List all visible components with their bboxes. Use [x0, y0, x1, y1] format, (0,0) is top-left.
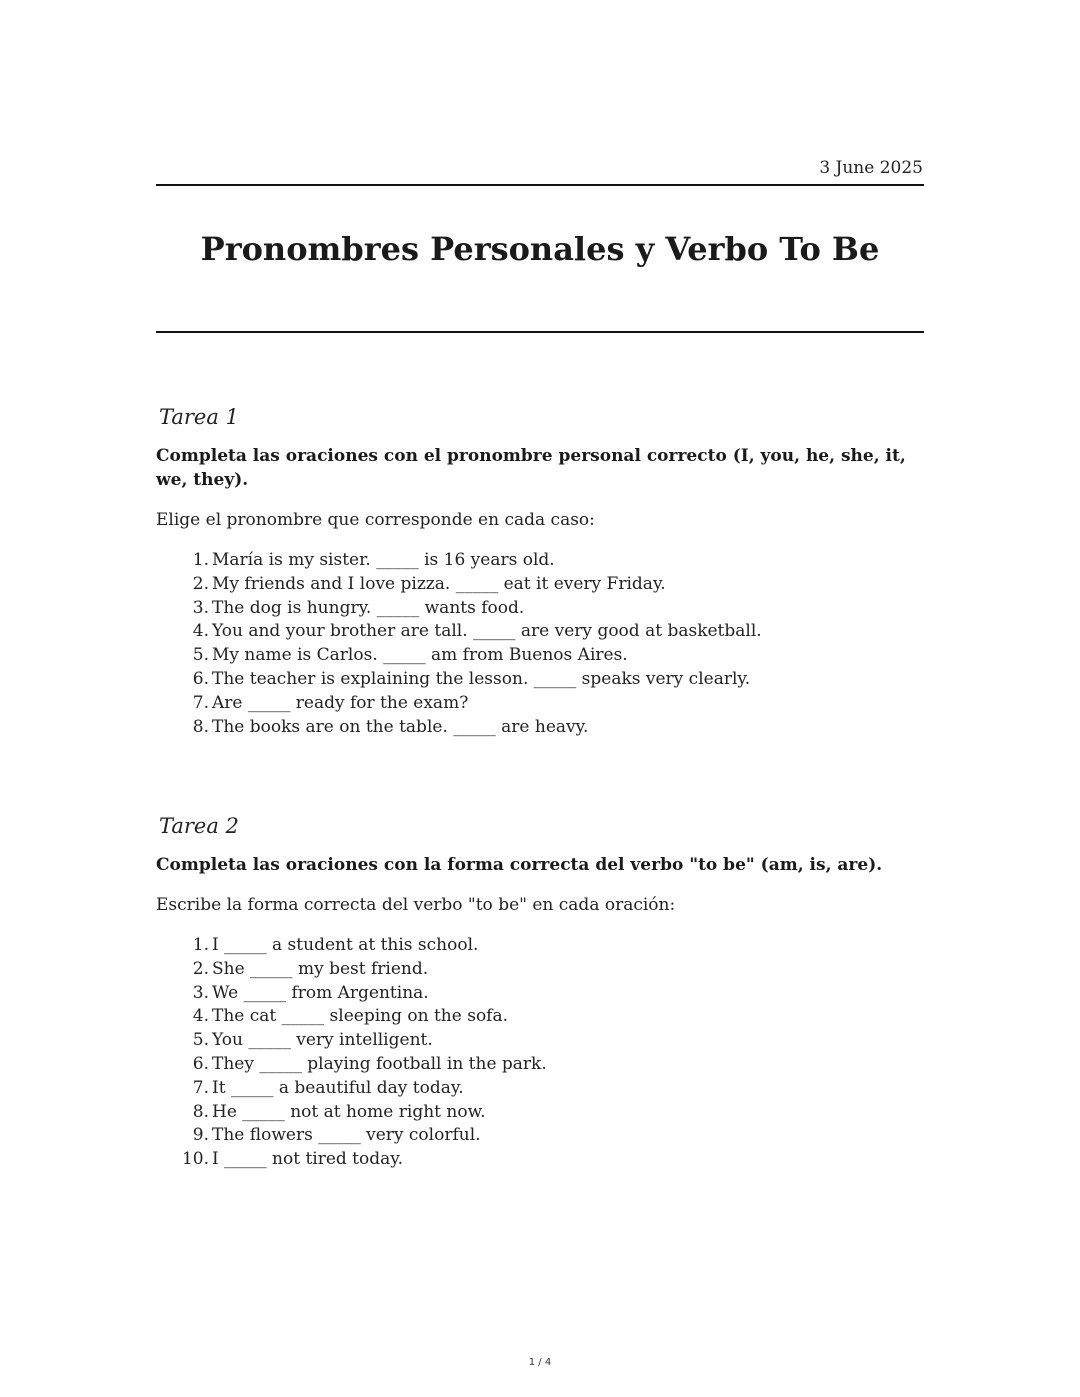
list-item: 6. They _____ playing football in the park.	[192, 1053, 547, 1074]
list-item: 9. The flowers _____ very colorful.	[192, 1125, 481, 1146]
list-item: 1. María is my sister. _____ is 16 years old.	[192, 550, 555, 570]
task-2-section	[156, 811, 924, 1172]
list-item: 7. Are _____ ready for the exam?	[192, 692, 469, 713]
document-date: 3 June 2025	[819, 158, 923, 178]
list-item: 3. The dog is hungry. _____ wants food.	[192, 597, 525, 618]
task-2-subinstruction: Escribe la forma correcta del verbo "to be" en cada oración:	[156, 895, 676, 915]
task-1-list	[156, 549, 924, 739]
list-item: 6. The teacher is explaining the lesson. _____ speaks very clearly.	[192, 668, 751, 689]
list-item: 4. You and your brother are tall. _____ are very good at basketball.	[192, 621, 762, 642]
header-rule	[156, 184, 924, 186]
task-1-instruction: Completa las oraciones con el pronombre personal correcto (I, you, he, she, it, we, they).	[156, 446, 906, 490]
task-2-list	[156, 934, 924, 1172]
task-2-heading: Tarea 2	[159, 814, 239, 838]
task-2-instruction: Completa las oraciones con la forma correcta del verbo "to be" (am, is, are).	[156, 855, 883, 875]
list-item: 5. My name is Carlos. _____ am from Buenos Aires.	[192, 645, 628, 666]
page-indicator: 1 / 4	[528, 1357, 552, 1368]
list-item: 2. My friends and I love pizza. _____ eat it every Friday.	[192, 573, 666, 594]
list-item: 5. You _____ very intelligent.	[192, 1030, 433, 1051]
task-1-subinstruction: Elige el pronombre que corresponde en cada caso:	[156, 510, 595, 530]
list-item: 3. We _____ from Argentina.	[192, 982, 429, 1003]
title-rule	[156, 331, 924, 333]
list-item: 1. I _____ a student at this school.	[192, 935, 479, 955]
list-item: 2. She _____ my best friend.	[192, 958, 429, 979]
list-item: 8. The books are on the table. _____ are heavy.	[192, 716, 589, 737]
list-item: 4. The cat _____ sleeping on the sofa.	[192, 1006, 509, 1027]
list-item: 7. It _____ a beautiful day today.	[192, 1077, 464, 1098]
list-item: 10. I _____ not tired today.	[181, 1149, 404, 1170]
task-1-heading: Tarea 1	[159, 405, 239, 429]
document-title: Pronombres Personales y Verbo To Be	[200, 230, 880, 268]
task-1-section	[156, 402, 924, 739]
list-item: 8. He _____ not at home right now.	[192, 1101, 486, 1122]
